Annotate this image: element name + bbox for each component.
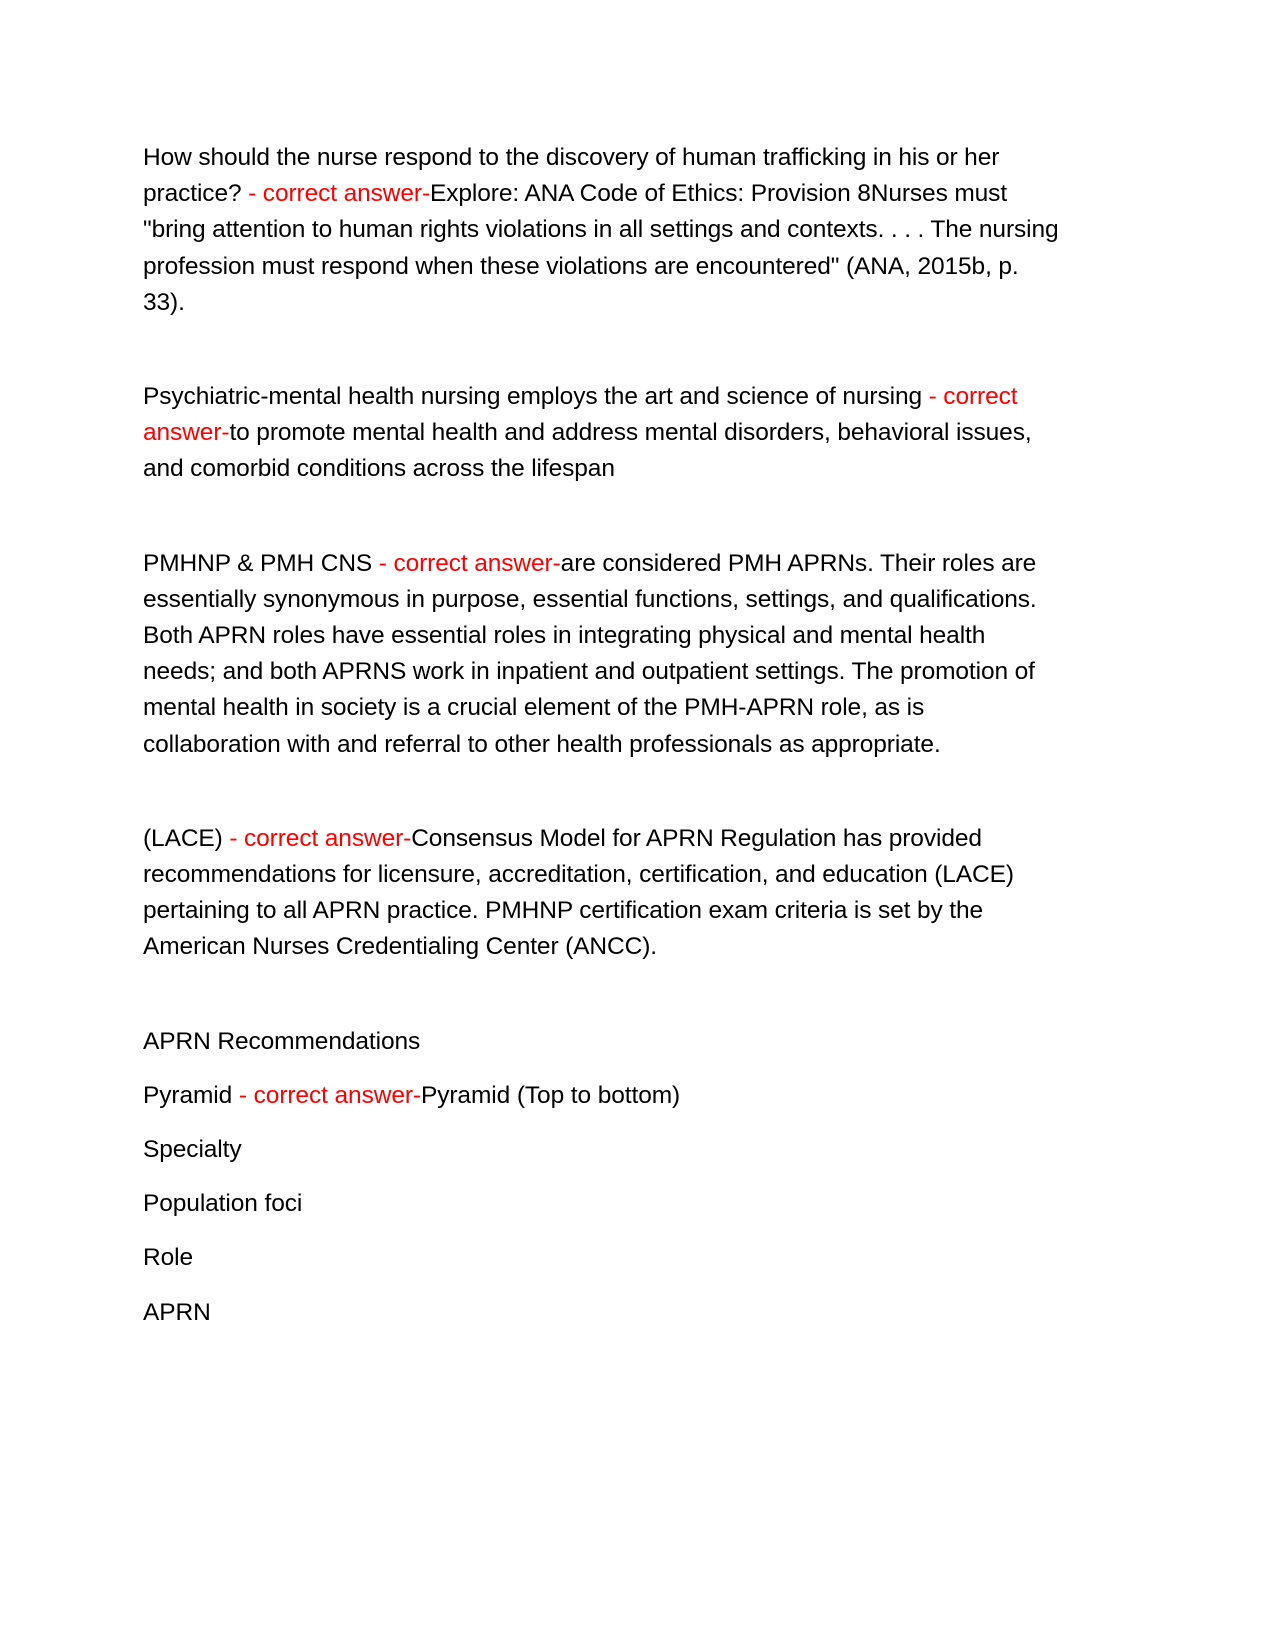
qa-paragraph-human-trafficking — [143, 140, 1063, 321]
answer-text: are considered PMH APRNs. Their roles are essentially synonymous in purpose, essential functions, settings, and qualifications. Both APRN roles have essential roles in integrating physical and mental health needs; and both APRNS work in inpatient and outpatient settings. The promotion of mental health in society is a crucial element of the PMH-APRN role, as is collaboration with and referral to other health professionals as appropriate. — [143, 549, 1037, 758]
qa-paragraph-lace — [143, 821, 1063, 966]
pyramid-level-aprn: APRN — [143, 1298, 211, 1326]
question-text: Pyramid — [143, 1081, 239, 1109]
document-body — [143, 140, 1063, 1349]
qa-paragraph-psychiatric-mental-health-nursing — [143, 379, 1063, 488]
answer-text: Explore: ANA Code of Ethics: Provision 8Nurses must "bring attention to human rights violations in all settings and contexts. . . . The nursing profession must respond when these violations are encountered" (ANA, 2015b, p. 33). — [143, 180, 1059, 316]
aprn-recommendations-heading: APRN Recommendations — [143, 1027, 421, 1055]
correct-answer-marker: - correct answer- — [248, 180, 431, 208]
correct-answer-marker: - correct answer- — [229, 824, 412, 852]
pyramid-qa-line — [143, 1078, 1063, 1114]
question-text: (LACE) — [143, 824, 230, 852]
answer-text: to promote mental health and address mental disorders, behavioral issues, and comorbid conditions across the lifespan — [143, 419, 1032, 483]
answer-text: Consensus Model for APRN Regulation has provided recommendations for licensure, accreditation, certification, and education (LACE) pertaining to all APRN practice. PMHNP certification exam criteria is set by the American Nurses Credentialing Center (ANCC). — [143, 824, 1014, 961]
aprn-recommendations-section — [143, 1024, 1063, 1331]
correct-answer-marker: - correct answer- — [143, 383, 1018, 447]
pyramid-level-role: Role — [143, 1244, 193, 1272]
pyramid-level-specialty: Specialty — [143, 1136, 242, 1164]
qa-paragraph-pmhnp-pmh-cns — [143, 546, 1063, 763]
pyramid-level-population-foci: Population foci — [143, 1190, 303, 1218]
question-text: Psychiatric-mental health nursing employs the art and science of nursing — [143, 383, 929, 411]
correct-answer-marker: - correct answer- — [238, 1081, 421, 1109]
answer-text: Pyramid (Top to bottom) — [420, 1081, 681, 1109]
question-text: PMHNP & PMH CNS — [143, 549, 379, 577]
question-text: How should the nurse respond to the discovery of human trafficking in his or her practice? — [143, 144, 1000, 208]
correct-answer-marker: - correct answer- — [378, 549, 561, 577]
